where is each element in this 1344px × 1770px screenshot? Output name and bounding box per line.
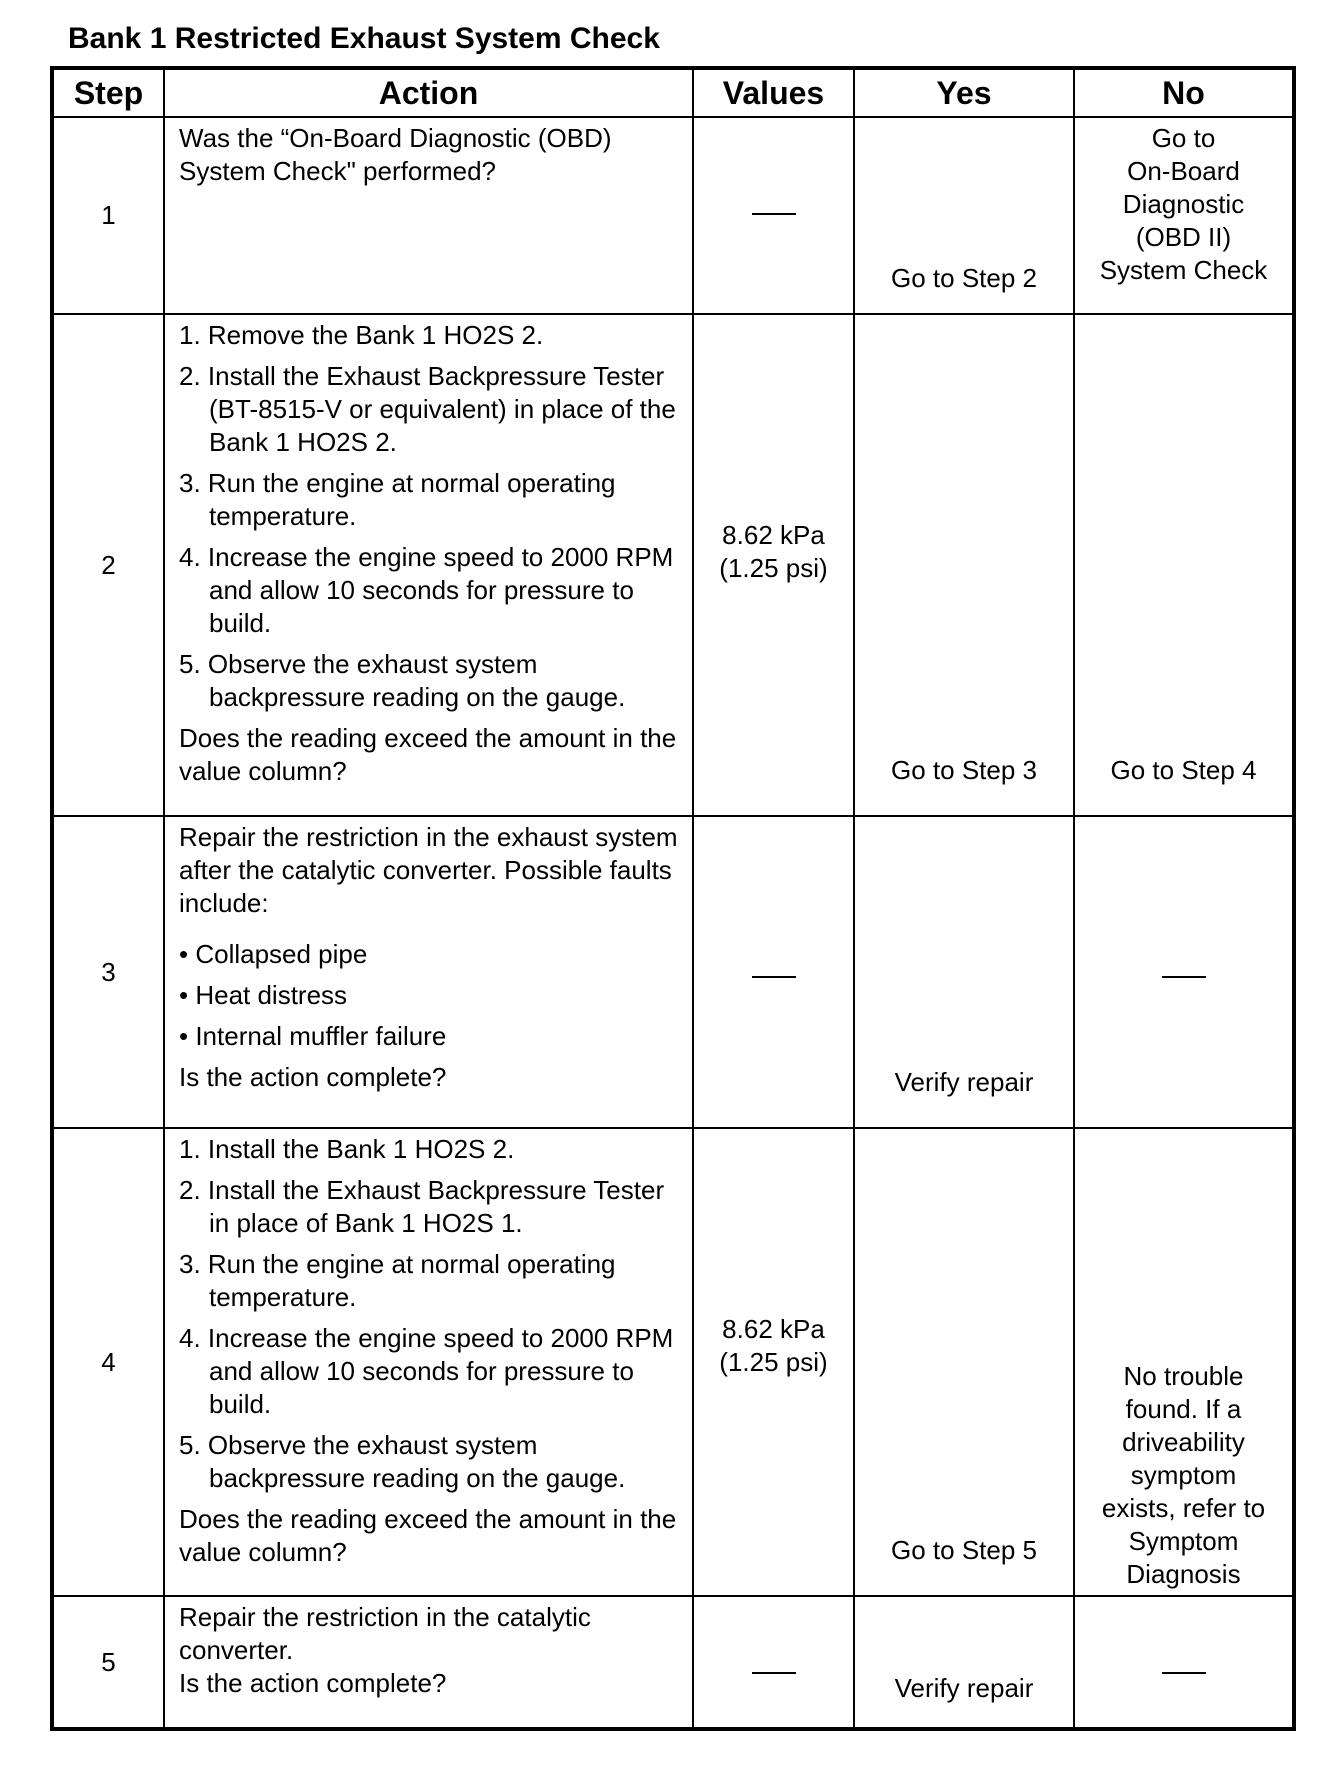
no-cell bbox=[1074, 1128, 1294, 1596]
bullet-item: • Collapsed pipe bbox=[179, 939, 368, 969]
action-step: 1. Install the Bank 1 HO2S 2. bbox=[179, 1134, 515, 1164]
page-title: Bank 1 Restricted Exhaust System Check bbox=[68, 22, 660, 55]
header-yes: Yes bbox=[854, 68, 1074, 117]
yes-cell bbox=[854, 117, 1074, 314]
action-step: 3. Run the engine at normal operating temperature. bbox=[179, 1249, 616, 1312]
no-dash bbox=[1075, 953, 1292, 986]
no-text bbox=[1075, 118, 1292, 287]
action-line: Is the action complete? bbox=[179, 1668, 447, 1698]
action-cell bbox=[164, 1596, 693, 1729]
action-line: Repair the restriction in the catalytic bbox=[179, 1602, 591, 1632]
no-line: No trouble bbox=[1123, 1361, 1244, 1391]
no-line: driveability bbox=[1122, 1427, 1245, 1457]
value-cell bbox=[693, 1596, 854, 1729]
step-number: 2 bbox=[52, 314, 164, 816]
no-line: exists, refer to bbox=[1101, 1493, 1266, 1523]
header-action: Action bbox=[164, 68, 693, 117]
action-step: 1. Remove the Bank 1 HO2S 2. bbox=[179, 320, 544, 350]
value-dash bbox=[694, 190, 853, 223]
action-step: 2. Install the Exhaust Backpressure Tester in place of Bank 1 HO2S 1. bbox=[179, 1175, 665, 1238]
header-values: Values bbox=[693, 68, 854, 117]
yes-cell bbox=[854, 1128, 1074, 1596]
value-cell bbox=[693, 816, 854, 1128]
value-line: 8.62 kPa bbox=[722, 520, 825, 550]
action-cell bbox=[164, 1128, 693, 1596]
value-dash bbox=[694, 1649, 853, 1682]
action-step: 5. Observe the exhaust system backpressure reading on the gauge. bbox=[179, 649, 626, 712]
step-number: 1 bbox=[52, 117, 164, 314]
step-number: 3 bbox=[52, 816, 164, 1128]
action-step: 4. Increase the engine speed to 2000 RPM and allow 10 seconds for pressure to build. bbox=[179, 1323, 674, 1419]
value-text bbox=[694, 1313, 853, 1379]
value-cell bbox=[693, 314, 854, 816]
action-question: Is the action complete? bbox=[179, 1062, 447, 1092]
value-cell bbox=[693, 117, 854, 314]
action-line: System Check" performed? bbox=[179, 156, 497, 186]
step-number: 5 bbox=[52, 1596, 164, 1729]
no-line: Symptom bbox=[1128, 1526, 1239, 1556]
bullet-item: • Heat distress bbox=[179, 980, 348, 1010]
action-line: Was the “On-Board Diagnostic (OBD) bbox=[179, 123, 612, 153]
no-cell bbox=[1074, 816, 1294, 1128]
no-dash bbox=[1075, 1649, 1292, 1682]
action-step: 2. Install the Exhaust Backpressure Tester (BT-8515-V or equivalent) in place of the Bank 1 HO2S 2. bbox=[179, 361, 676, 457]
value-dash bbox=[694, 953, 853, 986]
no-cell bbox=[1074, 1596, 1294, 1729]
no-line: found. If a bbox=[1125, 1394, 1242, 1424]
action-line: converter. bbox=[179, 1635, 294, 1665]
yes-cell bbox=[854, 1596, 1074, 1729]
no-line: (OBD II) bbox=[1135, 222, 1232, 252]
table-row bbox=[52, 1596, 1294, 1729]
action-cell bbox=[164, 117, 693, 314]
bullet-item: • Internal muffler failure bbox=[179, 1021, 447, 1051]
header-step: Step bbox=[52, 68, 164, 117]
value-text bbox=[694, 519, 853, 585]
action-step: 5. Observe the exhaust system backpressure reading on the gauge. bbox=[179, 1430, 626, 1493]
yes-text: Verify repair bbox=[894, 1067, 1034, 1097]
no-text: Go to Step 4 bbox=[1110, 755, 1257, 785]
table-row bbox=[52, 816, 1294, 1128]
value-cell bbox=[693, 1128, 854, 1596]
action-question: Does the reading exceed the amount in the value column? bbox=[179, 1504, 677, 1567]
step-number: 4 bbox=[52, 1128, 164, 1596]
no-text bbox=[1075, 1360, 1292, 1591]
action-intro: Repair the restriction in the exhaust system after the catalytic converter. Possible faults include: bbox=[179, 822, 678, 918]
table-row bbox=[52, 1128, 1294, 1596]
action-step: 4. Increase the engine speed to 2000 RPM and allow 10 seconds for pressure to build. bbox=[179, 542, 674, 638]
value-line: 8.62 kPa bbox=[722, 1314, 825, 1344]
no-line: System Check bbox=[1099, 255, 1268, 285]
value-line: (1.25 psi) bbox=[719, 553, 828, 583]
no-line: symptom bbox=[1130, 1460, 1237, 1490]
yes-text: Go to Step 2 bbox=[891, 263, 1037, 293]
no-cell bbox=[1074, 314, 1294, 816]
yes-text: Verify repair bbox=[894, 1673, 1034, 1703]
yes-text: Go to Step 5 bbox=[891, 1535, 1037, 1565]
table-header-row bbox=[52, 68, 1294, 117]
header-no: No bbox=[1074, 68, 1294, 117]
no-cell bbox=[1074, 117, 1294, 314]
no-line: Go to bbox=[1151, 123, 1216, 153]
yes-text: Go to Step 3 bbox=[891, 755, 1037, 785]
yes-cell bbox=[854, 816, 1074, 1128]
table-row bbox=[52, 117, 1294, 314]
diagnostic-table bbox=[50, 66, 1296, 1731]
no-line: Diagnosis bbox=[1126, 1559, 1241, 1589]
action-question: Does the reading exceed the amount in the value column? bbox=[179, 723, 677, 786]
action-step: 3. Run the engine at normal operating temperature. bbox=[179, 468, 616, 531]
no-line: On-Board bbox=[1127, 156, 1240, 186]
action-cell bbox=[164, 314, 693, 816]
table-row bbox=[52, 314, 1294, 816]
yes-cell bbox=[854, 314, 1074, 816]
no-line: Diagnostic bbox=[1122, 189, 1245, 219]
value-line: (1.25 psi) bbox=[719, 1347, 828, 1377]
action-cell bbox=[164, 816, 693, 1128]
